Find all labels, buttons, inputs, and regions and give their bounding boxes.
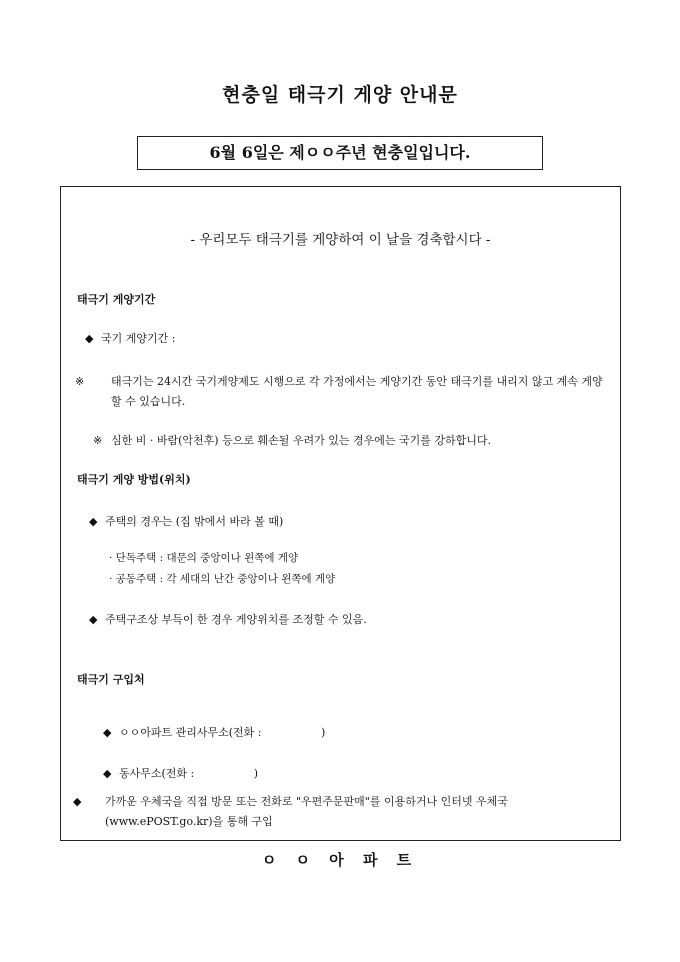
section-heading-method: 태극기 게양 방법(위치) [77,473,191,486]
list-item-purchase-post [73,792,611,832]
diamond-bullet-icon: ◆ [103,726,112,739]
footer-signature: ㅇ ㅇ 아 파 트 [261,851,419,869]
list-item-text: 주택구조상 부득이 한 경우 게양위치를 조정할 수 있음. [105,613,367,626]
page-title: 현충일 태극기 게양 안내문 [222,84,458,106]
diamond-bullet-icon: ◆ [103,767,112,780]
list-item-purchase-community [89,752,258,794]
note-item [93,432,491,448]
diamond-bullet-icon: ◆ [85,332,94,345]
list-item-purchase-office [89,711,325,753]
list-item-text: ㅇㅇ아파트 관리사무소(전화 : ) [119,726,326,739]
list-item-text: 국기 게양기간 : [101,332,176,345]
note-mark-icon: ※ [93,434,103,447]
headline-box [137,136,543,170]
list-item-period [85,330,175,346]
list-item-method-house [89,513,283,529]
note-text: 심한 비 · 바람(악천후) 등으로 훼손될 우려가 있는 경우에는 국기를 강하합니다. [111,434,491,447]
slogan: - 우리모두 태극기를 게양하여 이 날을 경축합시다 - [190,232,491,248]
note-mark-icon: ※ [75,375,85,388]
sub-item-apartment: · 공동주택 : 각 세대의 난간 중앙이나 왼쪽에 게양 [109,573,336,585]
list-item-text: 동사무소(전화 : ) [119,767,258,780]
diamond-bullet-icon: ◆ [73,795,82,808]
main-content-box [60,186,621,841]
diamond-bullet-icon: ◆ [89,613,98,626]
list-item-text: 가까운 우체국을 직접 방문 또는 전화로 "우편주문판매"를 이용하거나 인터넷 우체국 (www.ePOST.go.kr)을 통해 구입 [105,795,508,828]
section-heading-period: 태극기 게양기간 [77,293,156,306]
section-heading-purchase: 태극기 구입처 [77,673,145,686]
headline-text: 6월 6일은 제ㅇㅇ주년 현충일입니다. [209,143,471,162]
note-text: 태극기는 24시간 국기게양제도 시행으로 각 가정에서는 게양기간 동안 태극기를 내리지 않고 계속 게양할 수 있습니다. [111,375,603,408]
diamond-bullet-icon: ◆ [89,515,98,528]
list-item-text: 주택의 경우는 (집 밖에서 바라 볼 때) [105,515,284,528]
list-item-method-adjust [89,611,367,627]
sub-item-detached: · 단독주택 : 대문의 중앙이나 왼쪽에 게양 [109,552,299,564]
note-item [75,372,608,412]
